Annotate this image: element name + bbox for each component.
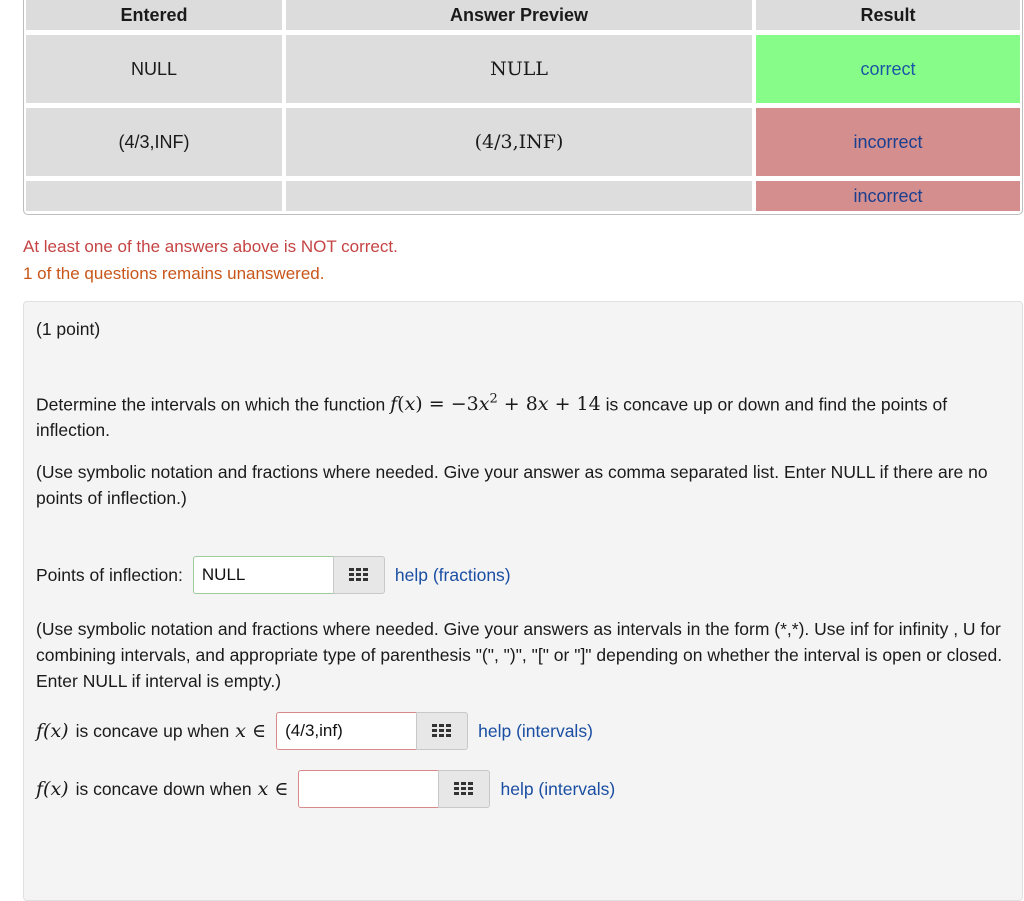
equation-editor-button-down[interactable] [438,770,490,808]
row1-preview: NULL [286,35,752,103]
row3-result: incorrect [756,181,1020,211]
row1-result: correct [756,35,1020,103]
help-intervals-link-down[interactable]: help (intervals) [500,778,616,799]
not-correct-message: At least one of the answers above is NOT correct. [23,237,398,256]
concave-down-row [36,770,615,808]
header-entered: Entered [26,0,282,30]
concave-up-row [36,712,593,750]
function-expression: $f(x) = -3x^2 + 8x + 14$ [390,392,601,416]
grid-icon [349,568,369,582]
row1-entered: NULL [26,35,282,103]
row3-entered [26,181,282,211]
x-in-up: x ∈ [235,720,267,742]
header-answer-preview: Answer Preview [286,0,752,30]
help-intervals-link-up[interactable]: help (intervals) [478,720,593,741]
point-value: (1 point) [36,319,101,339]
header-result: Result [756,0,1020,30]
fx-label-down: f(x) [36,778,69,800]
instructions-intervals: (Use symbolic notation and fractions where needed. Give your answers as intervals in the form (*,*). Use inf for infinity , U for combining intervals, and appropriate type of parenthesis "(", ")", "[" or "]" depending on whether the interval is open or closed. Enter NULL if interval is empty.) [36,619,1003,691]
help-fractions-link[interactable]: help (fractions) [394,564,511,585]
inflection-input[interactable]: NULL [193,556,333,594]
problem-panel [23,301,1023,901]
row3-preview [286,181,752,211]
grid-icon [432,724,452,738]
question-before: Determine the intervals on which the function [36,394,386,415]
row2-result: incorrect [756,108,1020,176]
equation-editor-button[interactable] [333,556,385,594]
row2-preview: (4/3,INF) [286,108,752,176]
concave-down-input[interactable] [298,770,438,808]
concave-down-label: is concave down when [75,778,252,799]
question-text [36,387,1011,443]
equation-editor-button-up[interactable] [416,712,468,750]
x-in-down: x ∈ [257,778,289,800]
concave-up-input[interactable]: (4/3,inf) [276,712,416,750]
results-table [23,0,1023,215]
concave-up-label: is concave up when [75,720,230,741]
inflection-row [36,556,511,594]
fx-label-up: f(x) [36,720,69,742]
question-after: is concave up or down and find the points of inflection. [36,394,948,441]
unanswered-message: 1 of the questions remains unanswered. [23,264,325,283]
instructions-inflection: (Use symbolic notation and fractions where needed. Give your answer as comma separated list. Enter NULL if there are no points of inflection.) [36,462,988,508]
row2-entered: (4/3,INF) [26,108,282,176]
inflection-label: Points of inflection: [36,564,183,585]
grid-icon [454,782,474,796]
